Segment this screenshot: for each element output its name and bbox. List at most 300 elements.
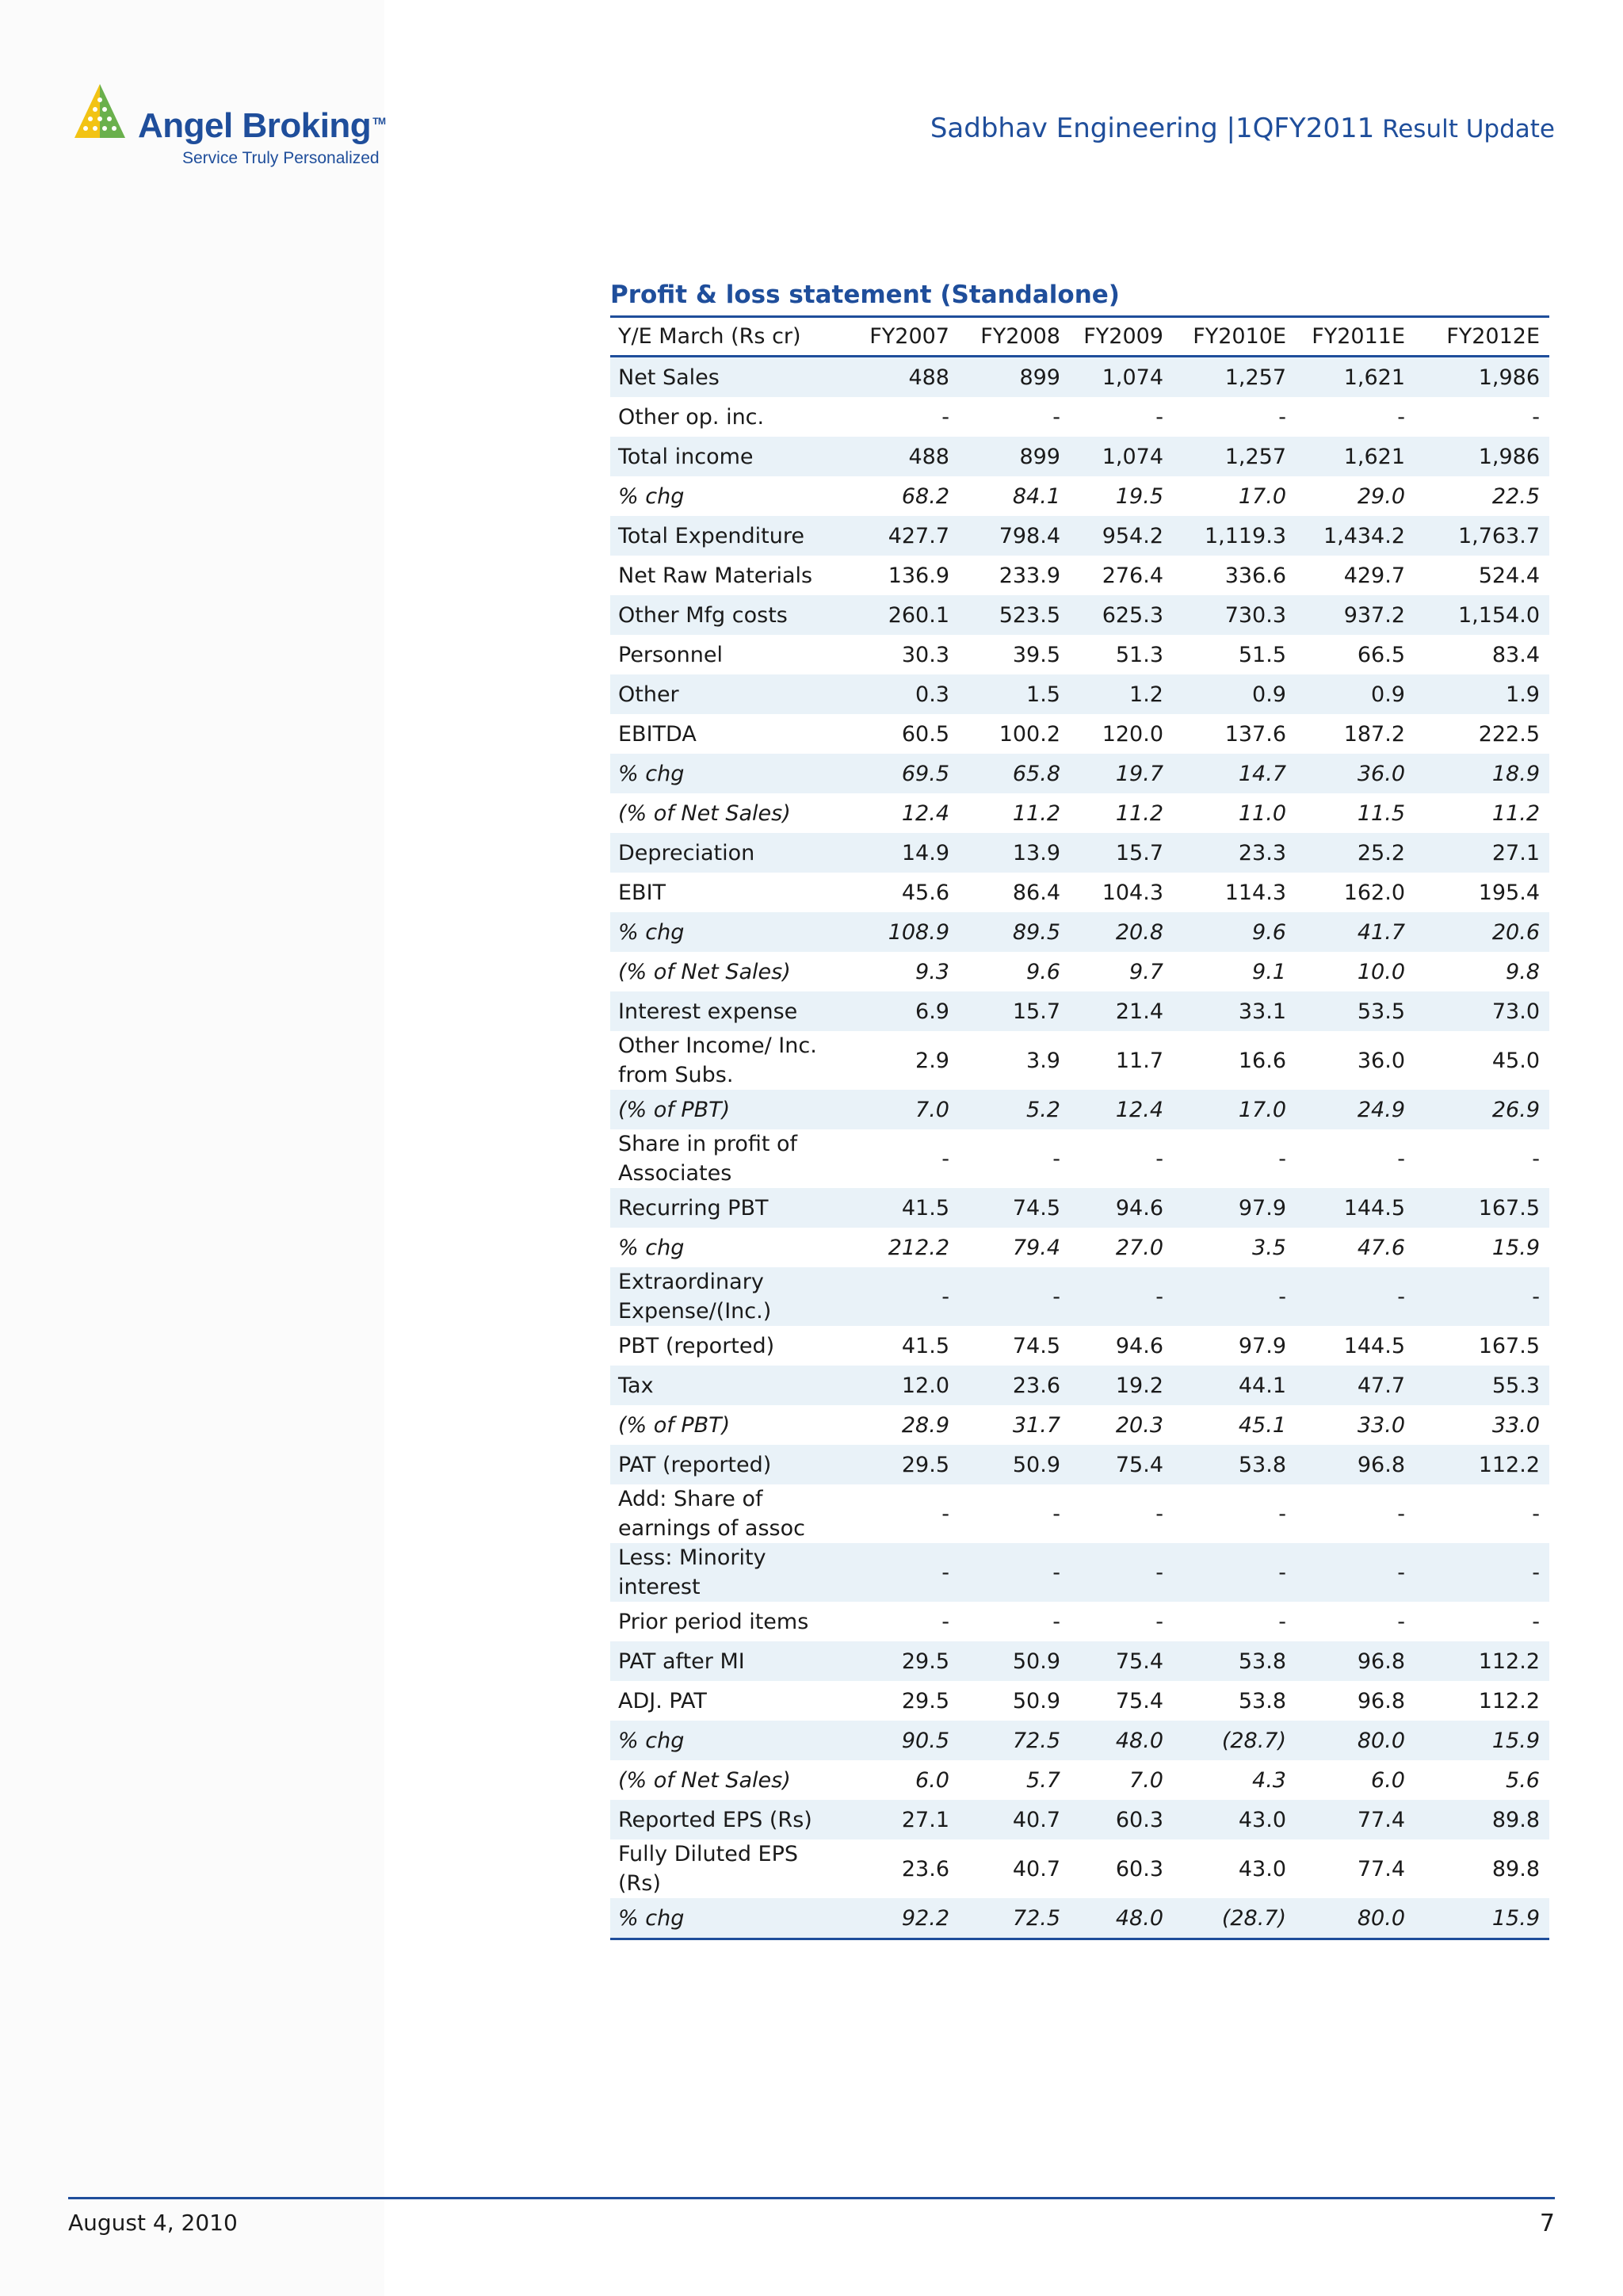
table-cell: -	[1397, 1609, 1405, 1634]
table-cell: 427.7	[852, 516, 959, 556]
table-cell: 60.3	[1115, 1856, 1163, 1881]
table-row	[610, 1366, 1549, 1405]
table-row	[610, 595, 1549, 635]
row-label: Tax	[610, 1366, 852, 1405]
table-cell: 11.2	[1491, 800, 1540, 826]
table-cell: 15.9	[1415, 1721, 1549, 1760]
row-label: Other Income/ Inc. from Subs.	[618, 1033, 817, 1087]
table-row	[610, 714, 1549, 754]
table-cell: 60.5	[901, 721, 949, 747]
table-cell: 120.0	[1102, 721, 1163, 747]
table-cell: 137.6	[1224, 721, 1286, 747]
table-cell: 899	[959, 357, 1070, 398]
table-cell: 523.5	[959, 595, 1070, 635]
table-row	[610, 1228, 1549, 1267]
table-cell: -	[941, 1501, 949, 1526]
table-cell: 53.5	[1296, 991, 1415, 1031]
table-cell: 100.2	[999, 721, 1060, 747]
table-cell: 43.0	[1238, 1856, 1286, 1881]
table-cell: 36.0	[1357, 1048, 1405, 1073]
table-cell: 0.9	[1173, 674, 1296, 714]
footer-date: August 4, 2010	[68, 2210, 238, 2236]
table-cell: (28.7)	[1173, 1721, 1296, 1760]
table-row	[610, 1898, 1549, 1939]
table-cell: 233.9	[999, 563, 1060, 588]
table-row	[610, 793, 1549, 833]
table-row	[610, 1188, 1549, 1228]
table-cell: 60.3	[1070, 1800, 1173, 1839]
table-cell: 50.9	[959, 1445, 1070, 1484]
table-cell: 114.3	[1224, 880, 1286, 905]
table-cell: 45.1	[1238, 1412, 1286, 1438]
row-label: Other op. inc.	[618, 404, 765, 430]
table-cell: 1.5	[959, 674, 1070, 714]
table-cell: 136.9	[888, 563, 949, 588]
page-number: 7	[1539, 2210, 1555, 2237]
table-cell: -	[941, 404, 949, 430]
table-cell: 75.4	[1070, 1641, 1173, 1681]
row-label: Prior period items	[618, 1609, 809, 1634]
table-cell: 39.5	[1012, 642, 1060, 667]
table-cell: 937.2	[1296, 595, 1415, 635]
table-cell: 75.4	[1070, 1445, 1173, 1484]
table-cell: 899	[959, 437, 1070, 476]
table-cell: 6.0	[1371, 1767, 1405, 1793]
table-row	[610, 674, 1549, 714]
profit-loss-table	[610, 315, 1549, 1940]
table-cell: -	[941, 1609, 949, 1634]
table-cell: 43.0	[1173, 1800, 1296, 1839]
row-label: Interest expense	[610, 991, 852, 1031]
table-cell: 4.3	[1252, 1767, 1286, 1793]
table-cell: 11.2	[1115, 800, 1163, 826]
table-row	[610, 1326, 1549, 1366]
table-cell: 20.3	[1115, 1412, 1163, 1438]
row-label: Less: Minority interest	[610, 1543, 852, 1602]
table-cell: 25.2	[1296, 833, 1415, 873]
table-cell: 84.1	[1012, 483, 1060, 509]
table-cell: 429.7	[1343, 563, 1405, 588]
row-label: EBITDA	[618, 721, 697, 747]
table-cell: 9.3	[915, 959, 949, 984]
row-label: PBT (reported)	[618, 1333, 775, 1358]
row-label: Other	[610, 674, 852, 714]
column-header: FY2010E	[1193, 324, 1286, 349]
table-cell: 27.0	[1115, 1235, 1163, 1260]
table-cell: 77.4	[1296, 1800, 1415, 1839]
table-cell: 1,763.7	[1415, 516, 1549, 556]
row-label: Add: Share of earnings of assoc	[618, 1487, 805, 1541]
table-cell: 20.6	[1415, 912, 1549, 952]
table-cell: 29.0	[1357, 483, 1405, 509]
table-cell: 144.5	[1343, 1333, 1405, 1358]
table-cell: -	[1532, 1501, 1540, 1526]
table-cell: 65.8	[959, 754, 1070, 793]
table-cell: 187.2	[1343, 721, 1405, 747]
table-cell: 112.2	[1415, 1641, 1549, 1681]
table-row	[610, 357, 1549, 398]
table-cell: 29.5	[852, 1641, 959, 1681]
row-label: Fully Diluted EPS (Rs)	[618, 1842, 799, 1896]
row-label: Other Mfg costs	[610, 595, 852, 635]
row-label: ADJ. PAT	[618, 1688, 707, 1713]
table-cell: -	[1278, 1609, 1286, 1634]
table-cell: 144.5	[1296, 1188, 1415, 1228]
table-row	[610, 1721, 1549, 1760]
table-cell: 30.3	[901, 642, 949, 667]
table-cell: 11.5	[1357, 800, 1405, 826]
row-label: Extraordinary Expense/(Inc.)	[610, 1267, 852, 1326]
table-cell: 26.9	[1415, 1090, 1549, 1129]
table-cell: 48.0	[1070, 1721, 1173, 1760]
brand-tagline: Service Truly Personalized	[182, 149, 380, 167]
table-cell: 11.0	[1238, 800, 1286, 826]
table-row	[610, 1760, 1549, 1800]
column-header: FY2009	[1083, 324, 1163, 349]
company-name: Sadbhav Engineering |1QFY2011	[930, 113, 1375, 144]
table-cell: 33.0	[1357, 1412, 1405, 1438]
table-cell: 45.6	[901, 880, 949, 905]
table-cell: 7.0	[852, 1090, 959, 1129]
table-cell: 15.9	[1491, 1235, 1540, 1260]
pyramid-logo-icon	[68, 82, 132, 146]
table-cell: -	[1415, 1267, 1549, 1326]
table-cell: 74.5	[1012, 1333, 1060, 1358]
table-cell: 50.9	[1012, 1688, 1060, 1713]
row-label: Net Sales	[610, 357, 852, 398]
table-cell: 5.6	[1506, 1767, 1540, 1793]
table-row	[610, 952, 1549, 991]
table-cell: -	[1415, 1543, 1549, 1602]
table-cell: -	[1296, 1267, 1415, 1326]
table-cell: 40.7	[1012, 1856, 1060, 1881]
table-cell: 167.5	[1478, 1333, 1540, 1358]
table-cell: 92.2	[852, 1898, 959, 1939]
report-type: Result Update	[1374, 115, 1555, 143]
row-label: Reported EPS (Rs)	[610, 1800, 852, 1839]
table-cell: 6.0	[915, 1767, 949, 1793]
table-cell: 72.5	[959, 1898, 1070, 1939]
table-cell: 36.0	[1296, 754, 1415, 793]
table-row	[610, 1484, 1549, 1543]
table-cell: 94.6	[1070, 1188, 1173, 1228]
table-cell: 9.6	[1173, 912, 1296, 952]
left-margin-panel	[0, 0, 384, 2296]
table-cell: 53.8	[1173, 1445, 1296, 1484]
table-cell: 22.5	[1491, 483, 1540, 509]
trademark-mark: TM	[372, 116, 386, 128]
table-cell: 9.1	[1252, 959, 1286, 984]
table-cell: 1,074	[1070, 357, 1173, 398]
table-cell: 48.0	[1070, 1898, 1173, 1939]
table-cell: 1.9	[1415, 674, 1549, 714]
column-header: FY2012E	[1446, 324, 1540, 349]
table-cell: 47.7	[1296, 1366, 1415, 1405]
table-cell: 89.8	[1491, 1856, 1540, 1881]
table-cell: 1,074	[1070, 437, 1173, 476]
table-cell: 66.5	[1357, 642, 1405, 667]
row-label: (% of Net Sales)	[618, 1767, 791, 1793]
table-row	[610, 1602, 1549, 1641]
table-cell: 1,986	[1415, 437, 1549, 476]
row-label: Share in profit of Associates	[618, 1132, 798, 1186]
table-cell: -	[1052, 1609, 1060, 1634]
table-cell: -	[1052, 1146, 1060, 1171]
table-cell: 17.0	[1238, 483, 1286, 509]
table-cell: 96.8	[1296, 1445, 1415, 1484]
table-cell: 488	[852, 437, 959, 476]
row-label: Personnel	[618, 642, 723, 667]
table-cell: 19.5	[1115, 483, 1163, 509]
table-cell: 15.7	[959, 991, 1070, 1031]
table-cell: -	[852, 1543, 959, 1602]
table-row	[610, 991, 1549, 1031]
table-cell: 27.1	[852, 1800, 959, 1839]
table-body	[610, 357, 1549, 1939]
table-cell: -	[1397, 1501, 1405, 1526]
table-cell: 625.3	[1070, 595, 1173, 635]
table-cell: 44.1	[1173, 1366, 1296, 1405]
row-label: EBIT	[618, 880, 666, 905]
table-cell: 41.5	[901, 1333, 949, 1358]
table-cell: -	[1296, 1543, 1415, 1602]
table-row	[610, 516, 1549, 556]
table-cell: 336.6	[1224, 563, 1286, 588]
table-cell: 13.9	[959, 833, 1070, 873]
table-cell: 23.3	[1173, 833, 1296, 873]
table-cell: -	[1052, 404, 1060, 430]
table-cell: 80.0	[1296, 1721, 1415, 1760]
table-cell: 16.6	[1238, 1048, 1286, 1073]
table-cell: 50.9	[959, 1641, 1070, 1681]
table-cell: 23.6	[959, 1366, 1070, 1405]
row-label: PAT (reported)	[610, 1445, 852, 1484]
table-cell: 1,621	[1296, 357, 1415, 398]
row-label: % chg	[618, 483, 685, 509]
table-cell: 167.5	[1415, 1188, 1549, 1228]
table-header-row	[610, 317, 1549, 357]
column-header: Y/E March (Rs cr)	[618, 324, 801, 349]
table-cell: -	[1173, 1543, 1296, 1602]
table-cell: 24.9	[1296, 1090, 1415, 1129]
row-label: (% of PBT)	[610, 1090, 852, 1129]
table-cell: (28.7)	[1173, 1898, 1296, 1939]
table-cell: 96.8	[1296, 1641, 1415, 1681]
row-label: % chg	[618, 1235, 685, 1260]
table-cell: 21.4	[1070, 991, 1173, 1031]
table-cell: 97.9	[1173, 1188, 1296, 1228]
table-cell: 20.8	[1070, 912, 1173, 952]
table-cell: -	[1070, 1267, 1173, 1326]
table-cell: 53.8	[1238, 1688, 1286, 1713]
table-cell: 51.5	[1238, 642, 1286, 667]
table-cell: 12.0	[852, 1366, 959, 1405]
table-cell: -	[1397, 404, 1405, 430]
row-label: (% of Net Sales)	[618, 800, 791, 826]
table-cell: 1,621	[1296, 437, 1415, 476]
table-cell: 11.2	[1012, 800, 1060, 826]
table-row	[610, 1839, 1549, 1898]
table-cell: 74.5	[959, 1188, 1070, 1228]
row-label: (% of Net Sales)	[618, 959, 791, 984]
table-cell: 45.0	[1491, 1048, 1540, 1073]
table-row	[610, 556, 1549, 595]
table-row	[610, 476, 1549, 516]
column-header: FY2011E	[1312, 324, 1405, 349]
table-cell: -	[1278, 404, 1286, 430]
table-cell: 89.5	[959, 912, 1070, 952]
table-cell: 33.0	[1491, 1412, 1540, 1438]
table-cell: 15.9	[1415, 1898, 1549, 1939]
table-cell: 9.6	[1026, 959, 1060, 984]
row-label: PAT after MI	[610, 1641, 852, 1681]
table-cell: 524.4	[1478, 563, 1540, 588]
table-cell: 75.4	[1115, 1688, 1163, 1713]
table-cell: 69.5	[852, 754, 959, 793]
table-cell: -	[1397, 1146, 1405, 1171]
angel-broking-logo	[68, 82, 401, 170]
table-cell: 15.7	[1070, 833, 1173, 873]
table-cell: -	[959, 1543, 1070, 1602]
row-label: Total Expenditure	[610, 516, 852, 556]
section-title: Profit & loss statement (Standalone)	[610, 281, 1120, 309]
table-row	[610, 635, 1549, 674]
table-cell: 31.7	[1012, 1412, 1060, 1438]
table-cell: 41.5	[852, 1188, 959, 1228]
table-cell: -	[1532, 404, 1540, 430]
table-cell: 89.8	[1415, 1800, 1549, 1839]
row-label: % chg	[610, 1898, 852, 1939]
table-cell: 12.4	[1070, 1090, 1173, 1129]
table-cell: 53.8	[1173, 1641, 1296, 1681]
row-label: % chg	[610, 754, 852, 793]
table-cell: 19.7	[1070, 754, 1173, 793]
table-cell: 104.3	[1102, 880, 1163, 905]
row-label: (% of PBT)	[618, 1412, 731, 1438]
table-cell: -	[1155, 1146, 1163, 1171]
table-cell: 68.2	[901, 483, 949, 509]
table-cell: 14.9	[852, 833, 959, 873]
table-cell: 51.3	[1115, 642, 1163, 667]
table-cell: 83.4	[1491, 642, 1540, 667]
brand-name: Angel Broking ™	[138, 106, 386, 145]
table-cell: 40.7	[959, 1800, 1070, 1839]
table-row	[610, 1267, 1549, 1326]
table-cell: 1,257	[1173, 357, 1296, 398]
report-header-title	[930, 113, 1555, 144]
table-cell: -	[1278, 1146, 1286, 1171]
table-cell: -	[1070, 1543, 1173, 1602]
table-cell: -	[1532, 1146, 1540, 1171]
table-cell: -	[941, 1146, 949, 1171]
table-cell: -	[1155, 404, 1163, 430]
table-cell: 2.9	[915, 1048, 949, 1073]
table-cell: 1,119.3	[1173, 516, 1296, 556]
table-cell: 47.6	[1357, 1235, 1405, 1260]
column-header: FY2008	[980, 324, 1060, 349]
table-row	[610, 1800, 1549, 1839]
table-cell: 5.7	[1026, 1767, 1060, 1793]
table-cell: 29.5	[852, 1445, 959, 1484]
table-cell: 73.0	[1415, 991, 1549, 1031]
table-cell: 28.9	[901, 1412, 949, 1438]
table-cell: 12.4	[901, 800, 949, 826]
table-row	[610, 833, 1549, 873]
table-cell: -	[852, 1267, 959, 1326]
table-row	[610, 1031, 1549, 1090]
table-cell: 96.8	[1357, 1688, 1405, 1713]
table-cell: 1,154.0	[1415, 595, 1549, 635]
table-cell: 222.5	[1478, 721, 1540, 747]
table-cell: 112.2	[1415, 1445, 1549, 1484]
table-cell: 33.1	[1173, 991, 1296, 1031]
table-cell: 5.2	[959, 1090, 1070, 1129]
table-cell: 17.0	[1173, 1090, 1296, 1129]
table-row	[610, 1681, 1549, 1721]
table-cell: 9.8	[1506, 959, 1540, 984]
table-cell: 112.2	[1478, 1688, 1540, 1713]
row-label: Net Raw Materials	[618, 563, 813, 588]
table-cell: 1.2	[1070, 674, 1173, 714]
table-cell: 260.1	[852, 595, 959, 635]
table-cell: 0.3	[852, 674, 959, 714]
table-cell: 3.9	[1026, 1048, 1060, 1073]
table-cell: 108.9	[852, 912, 959, 952]
table-row	[610, 1405, 1549, 1445]
table-cell: 9.7	[1129, 959, 1163, 984]
table-cell: 29.5	[901, 1688, 949, 1713]
table-cell: 11.7	[1115, 1048, 1163, 1073]
table-cell: 19.2	[1070, 1366, 1173, 1405]
table-cell: 72.5	[959, 1721, 1070, 1760]
row-label: Total income	[610, 437, 852, 476]
table-cell: 195.4	[1478, 880, 1540, 905]
table-cell: 80.0	[1296, 1898, 1415, 1939]
table-cell: 6.9	[852, 991, 959, 1031]
table-row	[610, 397, 1549, 437]
footer-divider	[68, 2197, 1555, 2199]
table-row	[610, 873, 1549, 912]
table-cell: -	[1155, 1609, 1163, 1634]
table-cell: 18.9	[1415, 754, 1549, 793]
table-row	[610, 754, 1549, 793]
table-row	[610, 1090, 1549, 1129]
table-cell: 97.9	[1238, 1333, 1286, 1358]
row-label: % chg	[610, 1721, 852, 1760]
table-cell: 1,257	[1173, 437, 1296, 476]
table-row	[610, 912, 1549, 952]
table-cell: 10.0	[1357, 959, 1405, 984]
table-row	[610, 1543, 1549, 1602]
table-cell: 276.4	[1102, 563, 1163, 588]
table-row	[610, 1445, 1549, 1484]
table-cell: 798.4	[959, 516, 1070, 556]
row-label: Recurring PBT	[610, 1188, 852, 1228]
table-cell: 0.9	[1296, 674, 1415, 714]
table-cell: 55.3	[1415, 1366, 1549, 1405]
table-cell: 90.5	[852, 1721, 959, 1760]
table-cell: 1,986	[1415, 357, 1549, 398]
table-cell: 162.0	[1343, 880, 1405, 905]
table-cell: -	[959, 1267, 1070, 1326]
table-cell: 86.4	[1012, 880, 1060, 905]
table-row	[610, 1641, 1549, 1681]
table-cell: -	[1532, 1609, 1540, 1634]
table-cell: 23.6	[901, 1856, 949, 1881]
row-label: % chg	[610, 912, 852, 952]
table-cell: 79.4	[1012, 1235, 1060, 1260]
table-row	[610, 437, 1549, 476]
